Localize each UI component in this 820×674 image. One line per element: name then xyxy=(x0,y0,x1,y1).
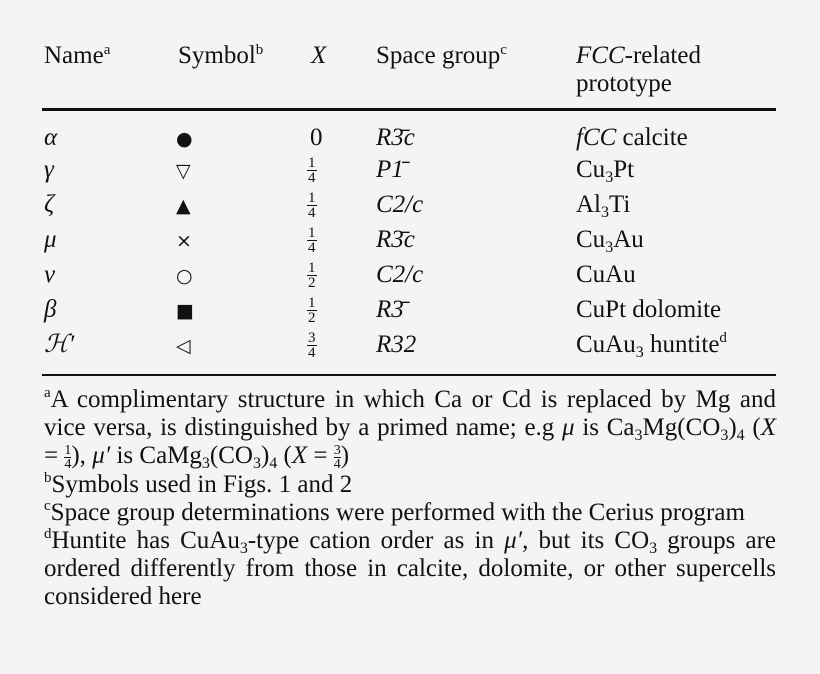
row-beta-prototype: CuPt dolomite xyxy=(576,296,722,323)
row-h-prime-space-group: R32 xyxy=(376,331,417,358)
row-alpha-x: 0 xyxy=(310,124,323,151)
row-alpha-space-group: R3̄c xyxy=(376,124,415,151)
header-space-group: Space group$^c$ xyxy=(376,42,507,69)
row-v-name: v xyxy=(44,261,56,288)
row-beta-x: $\frac{1}{2}$ xyxy=(308,294,316,326)
row-v-prototype: CuAu xyxy=(576,261,636,288)
header-symbol: Symbol$^b$ xyxy=(178,42,264,69)
row-v-x: $\frac{1}{2}$ xyxy=(308,259,316,291)
row-alpha-name: α xyxy=(44,124,58,151)
footnote-c: $^c$Space group determinations were performed with the Cerius program xyxy=(44,497,745,526)
triangle-up-filled-icon: ▲ xyxy=(176,195,191,217)
row-zeta-prototype: $Al_3Ti$ xyxy=(576,191,631,221)
row-mu-name: μ xyxy=(44,226,57,253)
row-mu-prototype: $Cu_3Au$ xyxy=(576,226,644,256)
footnotes xyxy=(44,386,776,611)
header-name: Name$^a$ xyxy=(44,42,111,69)
row-gamma-space-group: P1̄ xyxy=(376,156,404,183)
filled-square-icon: ■ xyxy=(176,300,194,322)
row-mu-space-group: R3̄c xyxy=(376,226,415,253)
row-gamma-prototype: $Cu_3Pt$ xyxy=(576,156,635,186)
row-zeta-name: ζ xyxy=(44,191,55,218)
row-gamma-x: $\frac{1}{4}$ xyxy=(308,154,316,186)
footnote-d: $^d$Huntite has CuAu$_3$-type cation order as in μ′, but its $CO_3$ groups are ordered differently from those in calcite, dolomite, or other supercells considered here xyxy=(44,525,777,610)
bottom-rule xyxy=(42,374,776,376)
row-alpha-prototype: fCC calcite xyxy=(576,124,688,151)
row-h-prime-x: $\frac{3}{4}$ xyxy=(308,329,316,361)
row-beta-name: β xyxy=(44,296,57,323)
cross-icon: × xyxy=(176,230,192,252)
circle-outline-icon: ○ xyxy=(176,265,193,287)
row-beta-space-group: R3̄ xyxy=(376,296,404,323)
row-mu-x: $\frac{1}{4}$ xyxy=(308,224,316,256)
header-x: X xyxy=(311,42,327,69)
row-gamma-name: γ xyxy=(44,156,54,183)
triangle-down-outline-icon: ▽ xyxy=(176,160,191,182)
top-rule xyxy=(42,108,776,111)
row-h-prime-prototype: CuAu$_3$ huntite$^d$ xyxy=(576,330,727,361)
header-prototype: FCC-related prototype xyxy=(576,42,701,97)
row-zeta-x: $\frac{1}{4}$ xyxy=(308,189,316,221)
footnote-a: $^a$A complimentary structure in which Ca or Cd is replaced by Mg and vice versa, is distinguished by a primed name; e.g μ is $Ca_3Mg(CO_3)_4$ (X = $\frac{1}{4}$ ), μ′ is $CaMg_3(CO_3)_4$ (X = $\frac{3}{4}$ ) xyxy=(44,385,776,472)
triangle-left-outline-icon: ◁ xyxy=(176,335,191,357)
filled-circle-icon: ● xyxy=(176,128,193,150)
footnote-b: $^b$Symbols used in Figs. 1 and 2 xyxy=(44,469,353,498)
row-h-prime-name: ℋ′ xyxy=(44,331,75,358)
row-zeta-space-group: C2/c xyxy=(376,191,424,218)
row-v-space-group: C2/c xyxy=(376,261,424,288)
